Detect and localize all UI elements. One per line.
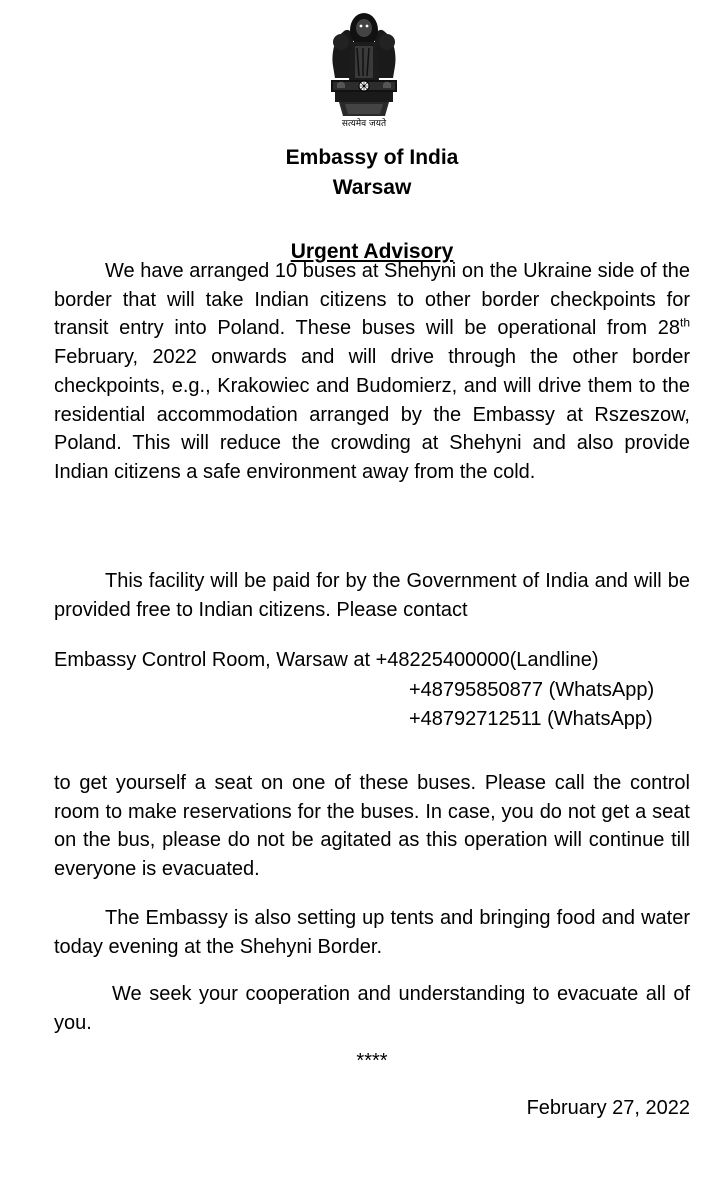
advisory-date: February 27, 2022 (526, 1097, 690, 1119)
contact-whatsapp-1: +48795850877 (WhatsApp) (409, 679, 655, 701)
paragraph-1-text-b: February, 2022 onwards and will drive through the other border checkpoints, e.g., Krakowiec and Budomierz, and will drive them to the residential accommodation arranged by the Embassy at Rszeszow, Poland. This will reduce the crowding at Shehyni and also provide Indian citizens a safe environment away from the cold. (54, 346, 690, 483)
paragraph-reservation: to get yourself a seat on one of these buses. Please call the control room to make reservations for the buses. In case, you do not get a seat on the bus, please do not be agitated as this operation will continue till everyone is evacuated. (54, 772, 690, 881)
separator-stars: **** (356, 1050, 388, 1072)
lion-capital-emblem-icon (327, 8, 401, 136)
paragraph-tents-food: The Embassy is also setting up tents and bringing food and water today evening at the Shehyni Border. (54, 907, 690, 958)
date-superscript: th (679, 315, 690, 330)
advisory-title: Urgent Advisory (290, 240, 454, 263)
paragraph-facility-free: This facility will be paid for by the Government of India and will be provided free to Indian citizens. Please contact (54, 570, 690, 621)
contact-whatsapp-2: +48792712511 (WhatsApp) (409, 708, 653, 730)
org-name: Embassy of India (285, 146, 459, 169)
paragraph-cooperation: We seek your cooperation and understanding to evacuate all of you. (54, 983, 690, 1034)
emblem-motto: सत्यमेव जयते (341, 119, 387, 129)
org-city: Warsaw (332, 176, 412, 199)
contact-landline: Embassy Control Room, Warsaw at +48225400000(Landline) (54, 649, 599, 671)
paragraph-buses-arranged (54, 257, 690, 487)
paragraph-1-text-a: We have arranged 10 buses at Shehyni on the Ukraine side of the border that will take Indian citizens to other border checkpoints for transit entry into Poland. These buses will be operational from 28 (54, 260, 690, 340)
